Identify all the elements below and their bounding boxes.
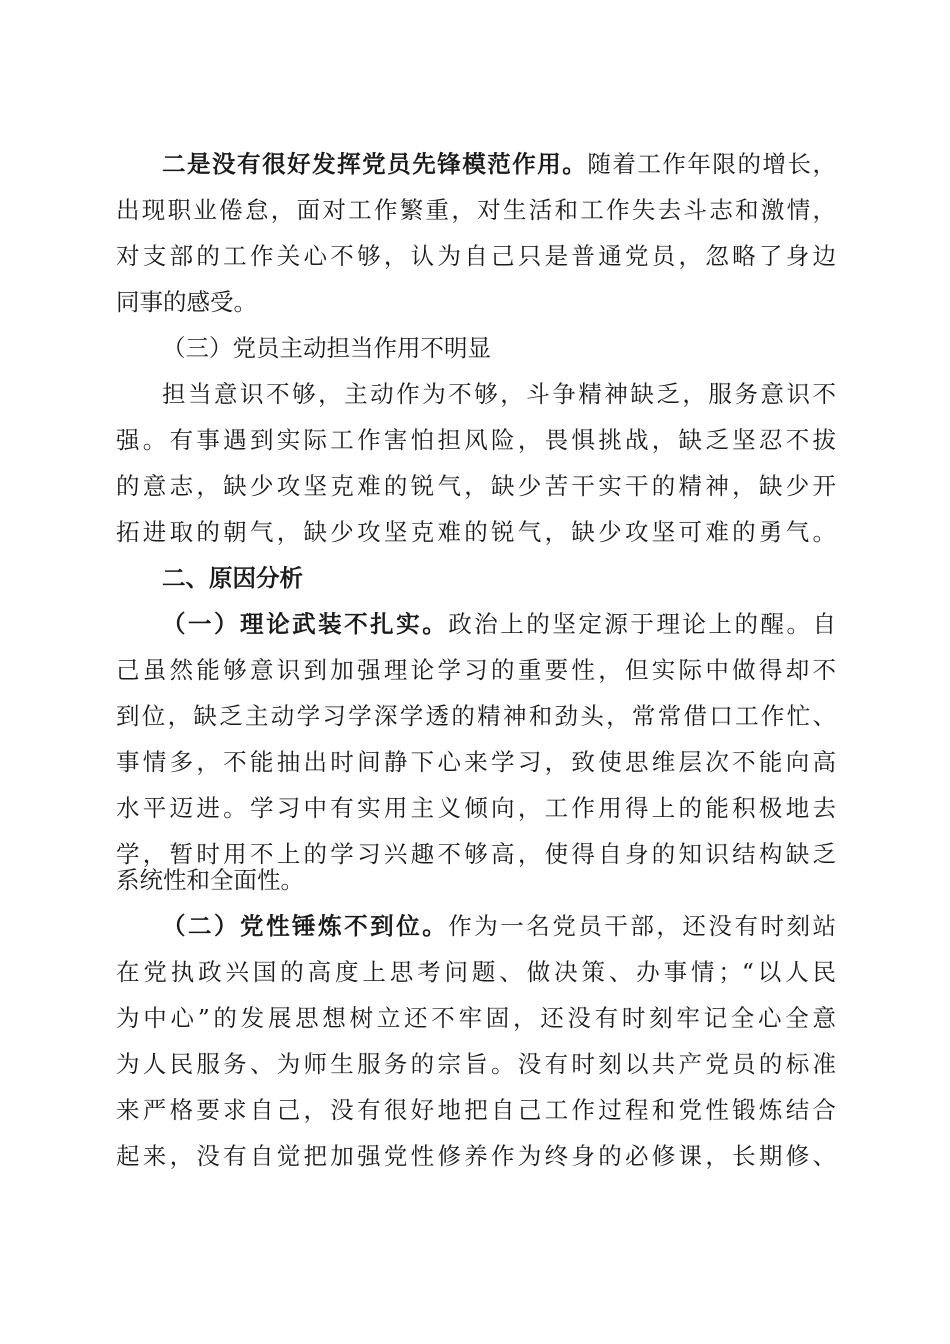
paragraph-lead-text: （二）党性锤炼不到位。 — [162, 912, 449, 940]
paragraph-lead-text: 二是没有很好发挥党员先锋模范作用。 — [162, 150, 588, 178]
paragraph-line: 同事的感受。 — [116, 288, 257, 316]
paragraph-line: 为人民服务、为师生服务的宗旨。没有时刻以共产党员的标准 — [116, 1050, 836, 1078]
paragraph-line: 系统性和全面性。 — [116, 866, 304, 894]
subheading: （三）党员主动担当作用不明显 — [162, 334, 491, 362]
paragraph-line: 事情多，不能抽出时间静下心来学习，致使思维层次不能向高 — [116, 748, 836, 776]
section-heading: 二、原因分析 — [162, 564, 303, 592]
paragraph-text: 作为一名党员干部，还没有时刻站 — [448, 912, 837, 940]
paragraph-line: 为中心”的发展思想树立还不牢固，还没有时刻牢记全心全意 — [116, 1004, 836, 1032]
paragraph-text: 随着工作年限的增长， — [587, 150, 837, 178]
paragraph-line: 学，暂时用不上的学习兴趣不够高，使得自身的知识结构缺乏 — [116, 840, 836, 868]
paragraph-line: 的意志，缺少攻坚克难的锐气，缺少苦干实干的精神，缺少开 — [116, 472, 836, 500]
paragraph-lead-text: （一）理论武装不扎实。 — [162, 610, 449, 638]
paragraph-text: 政治上的坚定源于理论上的醒。自 — [448, 610, 837, 638]
paragraph-line: 强。有事遇到实际工作害怕担风险，畏惧挑战，缺乏坚忍不拔 — [116, 426, 836, 454]
paragraph-line — [162, 144, 836, 184]
paragraph-line: 出现职业倦怠，面对工作繁重，对生活和工作失去斗志和激情， — [116, 196, 836, 224]
paragraph-line: 起来，没有自觉把加强党性修养作为终身的必修课，长期修、 — [116, 1142, 836, 1170]
paragraph-line: 在党执政兴国的高度上思考问题、做决策、办事情；“以人民 — [116, 958, 836, 986]
paragraph-line: 担当意识不够，主动作为不够，斗争精神缺乏，服务意识不 — [162, 380, 836, 408]
paragraph-line: 己虽然能够意识到加强理论学习的重要性，但实际中做得却不 — [116, 656, 836, 684]
paragraph-line: 拓进取的朝气，缺少攻坚克难的锐气，缺少攻坚可难的勇气。 — [116, 518, 836, 546]
paragraph-line: 来严格要求自己，没有很好地把自己工作过程和党性锻炼结合 — [116, 1096, 836, 1124]
paragraph-line: 对支部的工作关心不够，认为自己只是普通党员，忽略了身边 — [116, 242, 836, 270]
paragraph-line: 到位，缺乏主动学习学深学透的精神和劲头，常常借口工作忙、 — [116, 702, 836, 730]
paragraph-line — [162, 604, 836, 644]
paragraph-line — [162, 906, 836, 946]
paragraph-line: 水平迈进。学习中有实用主义倾向，工作用得上的能积极地去 — [116, 794, 836, 822]
